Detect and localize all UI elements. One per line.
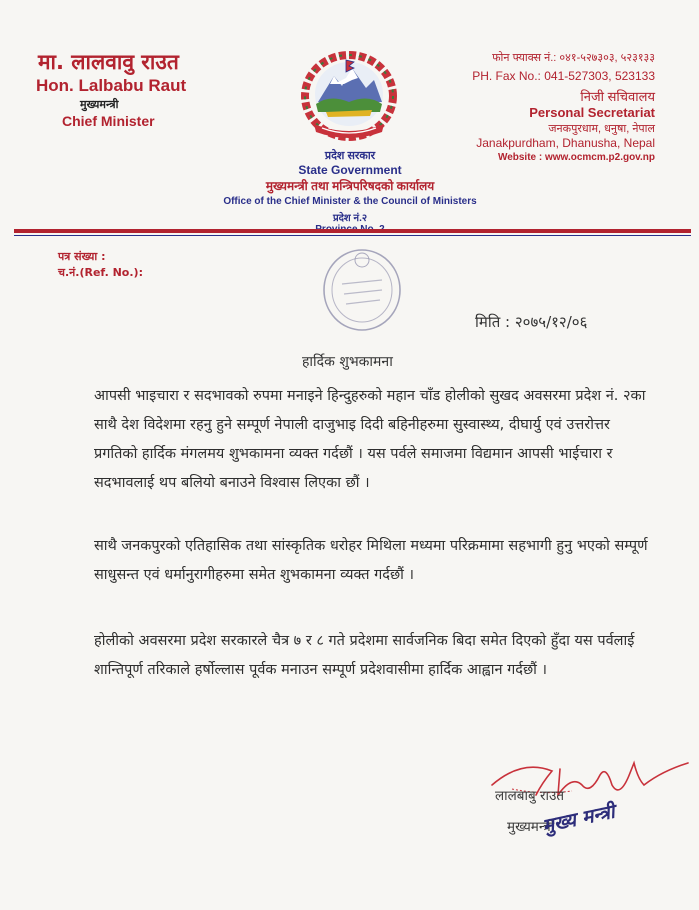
address-en: Janakpurdham, Dhanusha, Nepal bbox=[476, 136, 655, 150]
office-label-np: मुख्यमन्त्री तथा मन्त्रिपरिषदको कार्यालय bbox=[265, 179, 435, 193]
phone-np: फोन फ्याक्स नं.: ०४१-५२७३०३, ५२३१३३ bbox=[492, 52, 655, 64]
header-divider-thick bbox=[14, 229, 691, 233]
reference-number-label: च.नं.(Ref. No.): bbox=[58, 266, 143, 279]
minister-name-np: मा. लालवावु राउत bbox=[38, 50, 179, 74]
body-paragraph-3: होलीको अवसरमा प्रदेश सरकारले चैत्र ७ र ८ गते प्रदेशमा सार्वजनिक बिदा समेत दिएको हुँदा यस पर्वलाई शान्तिपूर्ण तरिकाले हर्षोल्लास पूर्वक मनाउन सम्पूर्ण प्रदेशवासीमा हार्दिक आह्वान गर्दछौं । bbox=[94, 633, 635, 678]
phone-en: PH. Fax No.: 041-527303, 523133 bbox=[472, 69, 655, 83]
minister-title-en: Chief Minister bbox=[62, 113, 155, 129]
signatory-title: मुख्यमन्त्री bbox=[507, 819, 555, 835]
website-link[interactable]: Website : www.ocmcm.p2.gov.np bbox=[497, 152, 655, 163]
minister-name-en: Hon. Lalbabu Raut bbox=[36, 76, 187, 95]
province-label-np: प्रदेश नं.२ bbox=[332, 213, 368, 224]
office-seal-stamp-icon bbox=[312, 240, 412, 340]
address-np: जनकपुरधाम, धनुषा, नेपाल bbox=[548, 123, 655, 135]
letter-number-label: पत्र संख्या : bbox=[58, 250, 106, 263]
nepal-emblem-icon bbox=[300, 50, 398, 142]
chief-minister-stamp: मुख्य मन्त्री bbox=[540, 800, 617, 838]
date-line: मिति : २०७५/१२/०६ bbox=[475, 313, 588, 331]
contact-block bbox=[472, 50, 655, 163]
header-divider-thin bbox=[14, 235, 691, 236]
body-paragraph-1: आपसी भाइचारा र सदभावको रुपमा मनाइने हिन्दुहरुको महान चाँड होलीको सुखद अवसरमा प्रदेश नं. २का साथै देश विदेशमा रहनु हुने सम्पूर्ण नेपाली दाजुभाइ दिदी बहिनीहरुमा सुस्वास्थ्य, दीघार्यु एवं उत्तरोत्तर प्रगतिको हार्दिक मंगलमय शुभकामना व्यक्त गर्दछौं । यस पर्वले समाजमा विद्यमान आपसी भाईचारा र सदभावलाई थप बलियो बनाउने विश्वास लिएका छौं । bbox=[94, 388, 646, 491]
office-label-en: Office of the Chief Minister & the Council of Ministers bbox=[223, 196, 477, 207]
secretariat-np: निजी सचिवालय bbox=[580, 89, 655, 104]
secretariat-en: Personal Secretariat bbox=[529, 105, 655, 120]
office-header bbox=[180, 148, 520, 235]
body-paragraph-2: साथै जनकपुरको एतिहासिक तथा सांस्कृतिक धरोहर मिथिला मध्यमा परिक्रमामा सहभागी हुनु भएको सम्पूर्ण साधुसन्त एवं धर्मानुरागीहरुमा समेत शुभकामना व्यक्त गर्दछौं । bbox=[94, 538, 648, 583]
letter-subject: हार्दिक शुभकामना bbox=[302, 354, 393, 370]
signatory-name: लालबाबु राउत bbox=[495, 788, 565, 804]
government-label-en: State Government bbox=[298, 163, 402, 177]
minister-title-np: मुख्यमन्त्री bbox=[80, 98, 119, 111]
government-label-np: प्रदेश सरकार bbox=[324, 150, 376, 162]
